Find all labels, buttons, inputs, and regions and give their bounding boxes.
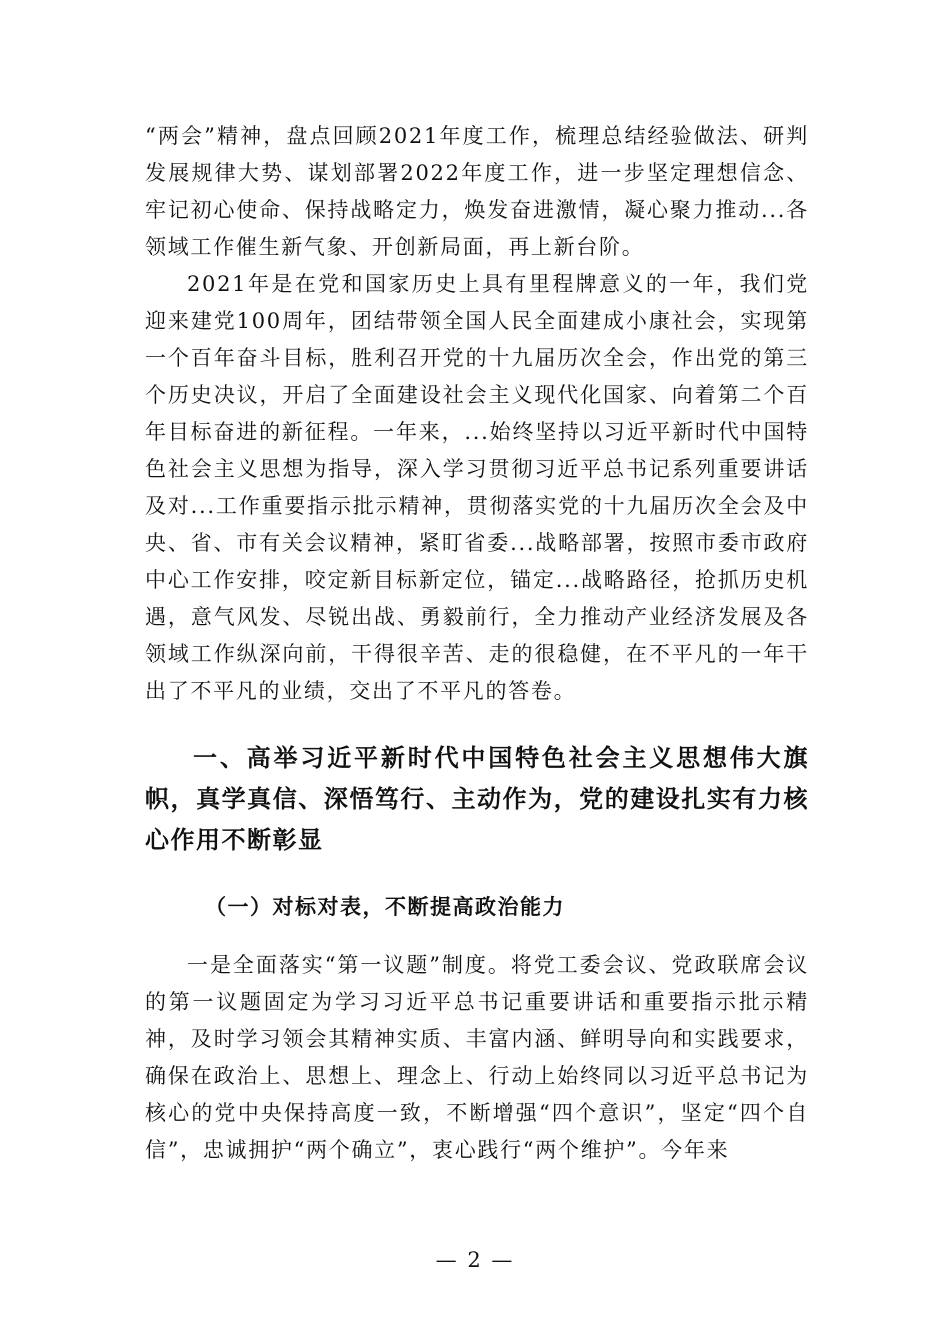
page-number: — 2 — [435,1248,515,1272]
subsection-heading: （一）对标对表，不断提高政治能力 [205,895,565,919]
paragraph-year-review: 2021年是在党和国家历史上具有里程牌意义的一年，我们党迎来建党100周年，团结带领全国人民全面建成小康社会，实现第一个百年奋斗目标，胜利召开党的十九届历次全会，作出党的第三个历史决议，开启了全面建设社会主义现代化国家、向着第二个百年目标奋进的新征程。一年来，...始终坚持以习近平新时代中国特色社会主义思想为指导，深入学习贯彻习近平总书记系列重要讲话及对...工作重要指示批示精神，贯彻落实党的十九届历次全会及中央、省、市有关会议精神，紧盯省委...战略部署，按照市委市政府中心工作安排，咬定新目标新定位，锚定...战略路径，抢抓历史机遇，意气风发、尽锐出战、勇毅前行，全力推动产业经济发展及各领域工作纵深向前，干得很辛苦、走的很稳健，在不平凡的一年干出了不平凡的业绩，交出了不平凡的答卷。 [145,272,809,703]
document-body [145,118,809,1169]
section-heading: 一、高举习近平新时代中国特色社会主义思想伟大旗帜，真学真信、深悟笃行、主动作为，党的建设扎实有力核心作用不断彰显 [145,744,809,854]
paragraph-first-agenda: 一是全面落实“第一议题”制度。将党工委会议、党政联席会议的第一议题固定为学习习近平总书记重要讲话和重要指示批示精神，及时学习领会其精神实质、丰富内涵、鲜明导向和实践要求，确保在政治上、思想上、理念上、行动上始终同以习近平总书记为核心的党中央保持高度一致，不断增强“四个意识”，坚定“四个自信”，忠诚拥护“两个确立”，衷心践行“两个维护”。今年来 [145,953,809,1162]
paragraph-continuation: “两会”精神，盘点回顾2021年度工作，梳理总结经验做法、研判发展规律大势、谋划部署2022年度工作，进一步坚定理想信念、牢记初心使命、保持战略定力，焕发奋进激情，凝心聚力推动...各领域工作催生新气象、开创新局面，再上新台阶。 [145,124,809,259]
